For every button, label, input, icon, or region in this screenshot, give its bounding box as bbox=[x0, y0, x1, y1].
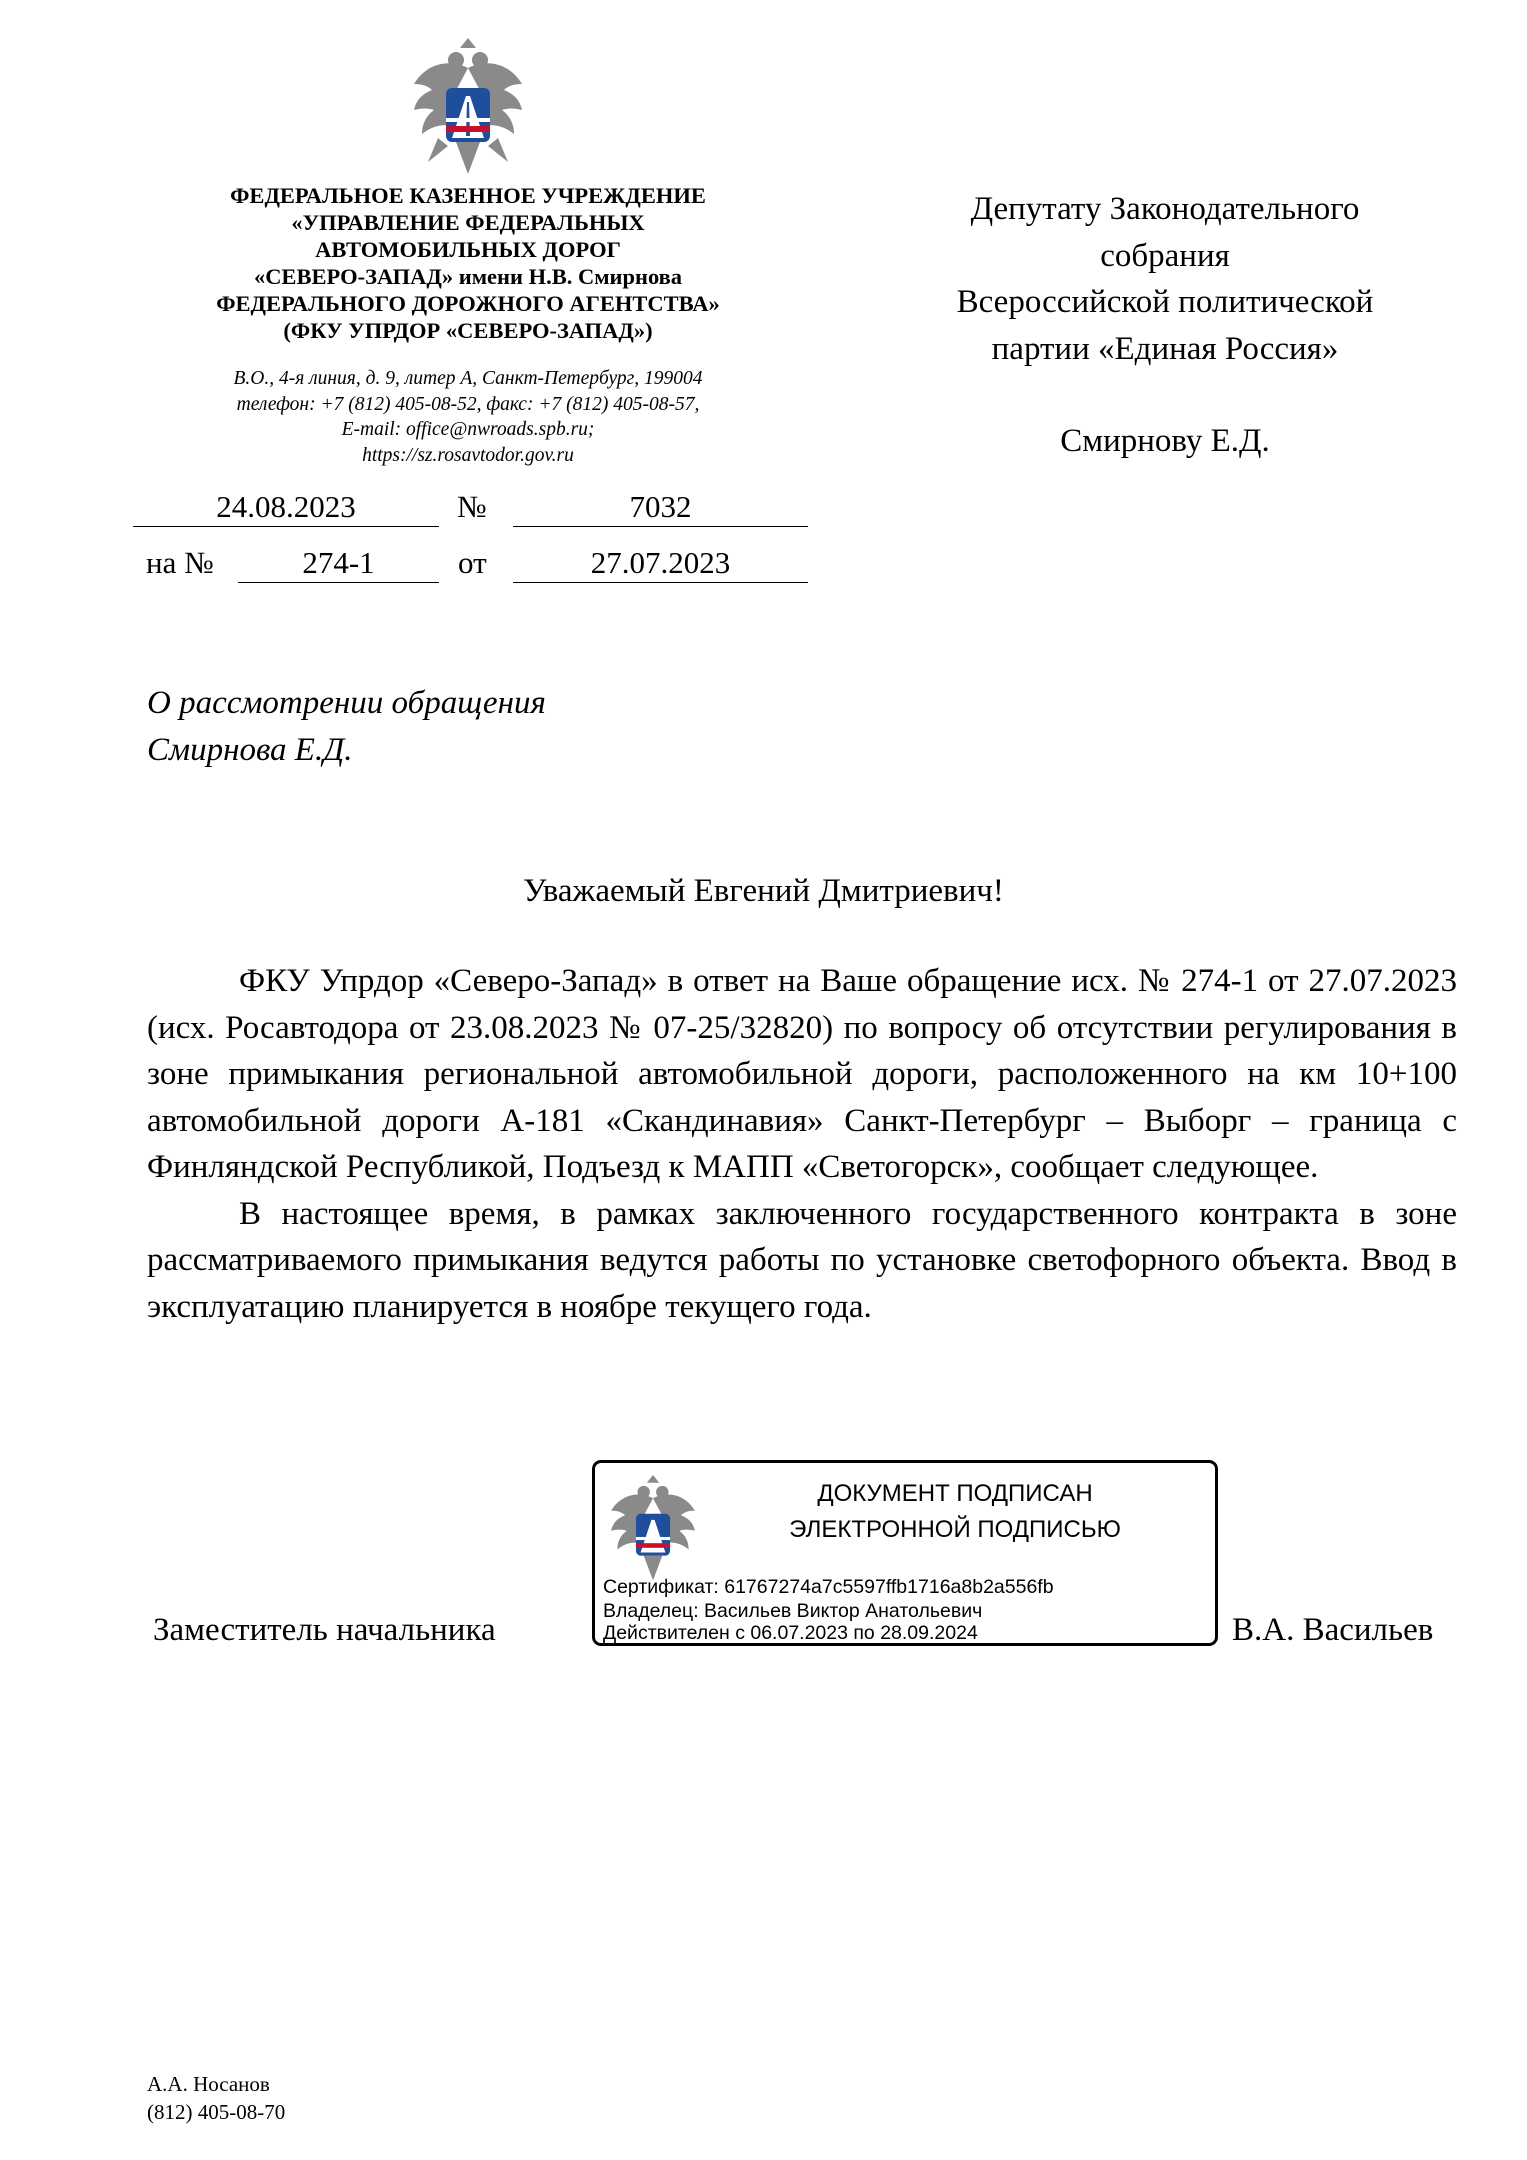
org-line: «УПРАВЛЕНИЕ ФЕДЕРАЛЬНЫХ bbox=[291, 210, 645, 235]
stamp-validity: Действителен с 06.07.2023 по 28.09.2024 bbox=[603, 1622, 978, 1644]
letter-subject bbox=[147, 680, 546, 774]
subject-line: О рассмотрении обращения bbox=[147, 685, 546, 721]
org-line: «СЕВЕРО-ЗАПАД» имени Н.В. Смирнова bbox=[253, 264, 683, 289]
electronic-signature-stamp bbox=[592, 1460, 1218, 1646]
signatory-position: Заместитель начальника bbox=[153, 1612, 496, 1648]
reply-date: 27.07.2023 bbox=[513, 544, 808, 583]
signatory-name: В.А. Васильев bbox=[1232, 1612, 1434, 1648]
org-line: ФЕДЕРАЛЬНОЕ КАЗЕННОЕ УЧРЕЖДЕНИЕ bbox=[230, 183, 706, 208]
subject-line: Смирнова Е.Д. bbox=[147, 732, 353, 768]
reply-number-label: на № bbox=[146, 545, 214, 580]
executor-phone: (812) 405-08-70 bbox=[147, 2100, 286, 2124]
emblem-icon bbox=[408, 38, 528, 180]
number-label: № bbox=[457, 489, 487, 524]
stamp-title: ЭЛЕКТРОННОЙ ПОДПИСЬЮ bbox=[789, 1516, 1121, 1543]
org-line: ФЕДЕРАЛЬНОГО ДОРОЖНОГО АГЕНТСТВА» bbox=[216, 291, 720, 316]
recipient-line: Всероссийской политической bbox=[956, 284, 1374, 320]
outgoing-date: 24.08.2023 bbox=[133, 488, 439, 527]
executor-info bbox=[147, 2070, 285, 2126]
outgoing-number: 7032 bbox=[513, 488, 808, 527]
executor-name: А.А. Носанов bbox=[147, 2072, 270, 2096]
recipient-line: партии «Единая Россия» bbox=[991, 330, 1339, 367]
body-paragraph: В настоящее время, в рамках заключенного государственного контракта в зоне рассматриваемого примыкания ведутся работы по установке светофорного объекта. Ввод в эксплуатацию планируется в ноябре текущего года. bbox=[147, 1195, 1457, 1325]
stamp-title: ДОКУМЕНТ ПОДПИСАН bbox=[817, 1480, 1093, 1507]
stamp-owner: Владелец: Васильев Виктор Анатольевич bbox=[603, 1600, 983, 1622]
salutation: Уважаемый Евгений Дмитриевич! bbox=[523, 873, 1004, 909]
stamp-certificate: Сертификат: 61767274a7c5597ffb1716a8b2a556fb bbox=[603, 1576, 1054, 1598]
org-line: (ФКУ УПРДОР «СЕВЕРО-ЗАПАД») bbox=[283, 318, 653, 343]
stamp-emblem-icon bbox=[605, 1475, 701, 1585]
recipient-line: собрания bbox=[1100, 237, 1230, 274]
organization-contacts bbox=[130, 366, 806, 468]
recipient-block bbox=[900, 186, 1430, 465]
email: E-mail: office@nwroads.spb.ru; bbox=[341, 419, 595, 440]
address: В.О., 4-я линия, д. 9, литер А, Санкт-Петербург, 199004 bbox=[233, 368, 703, 389]
recipient-name: Смирнову Е.Д. bbox=[1060, 423, 1270, 459]
reply-number: 274-1 bbox=[238, 544, 439, 583]
letter-body bbox=[147, 958, 1457, 1330]
from-label: от bbox=[458, 545, 487, 580]
organization-header bbox=[130, 182, 806, 344]
body-paragraph: ФКУ Упрдор «Северо-Запад» в ответ на Ваше обращение исх. № 274-1 от 27.07.2023 (исх. Росавтодора от 23.08.2023 № 07-25/32820) по вопросу об отсутствии регулирования в зоне примыкания региональной автомобильной дороги, расположенного на км 10+100 автомобильной дороги А-181 «Скандинавия» Санкт-Петербург – Выборг – граница с Финляндской Республикой, Подъезд к МАПП «Светогорск», сообщает следующее. bbox=[147, 963, 1457, 1185]
phone-fax: телефон: +7 (812) 405-08-52, факс: +7 (812) 405-08-57, bbox=[236, 393, 700, 415]
org-line: АВТОМОБИЛЬНЫХ ДОРОГ bbox=[315, 237, 621, 262]
website: https://sz.rosavtodor.gov.ru bbox=[362, 444, 574, 466]
recipient-line: Депутату Законодательного bbox=[970, 191, 1360, 227]
